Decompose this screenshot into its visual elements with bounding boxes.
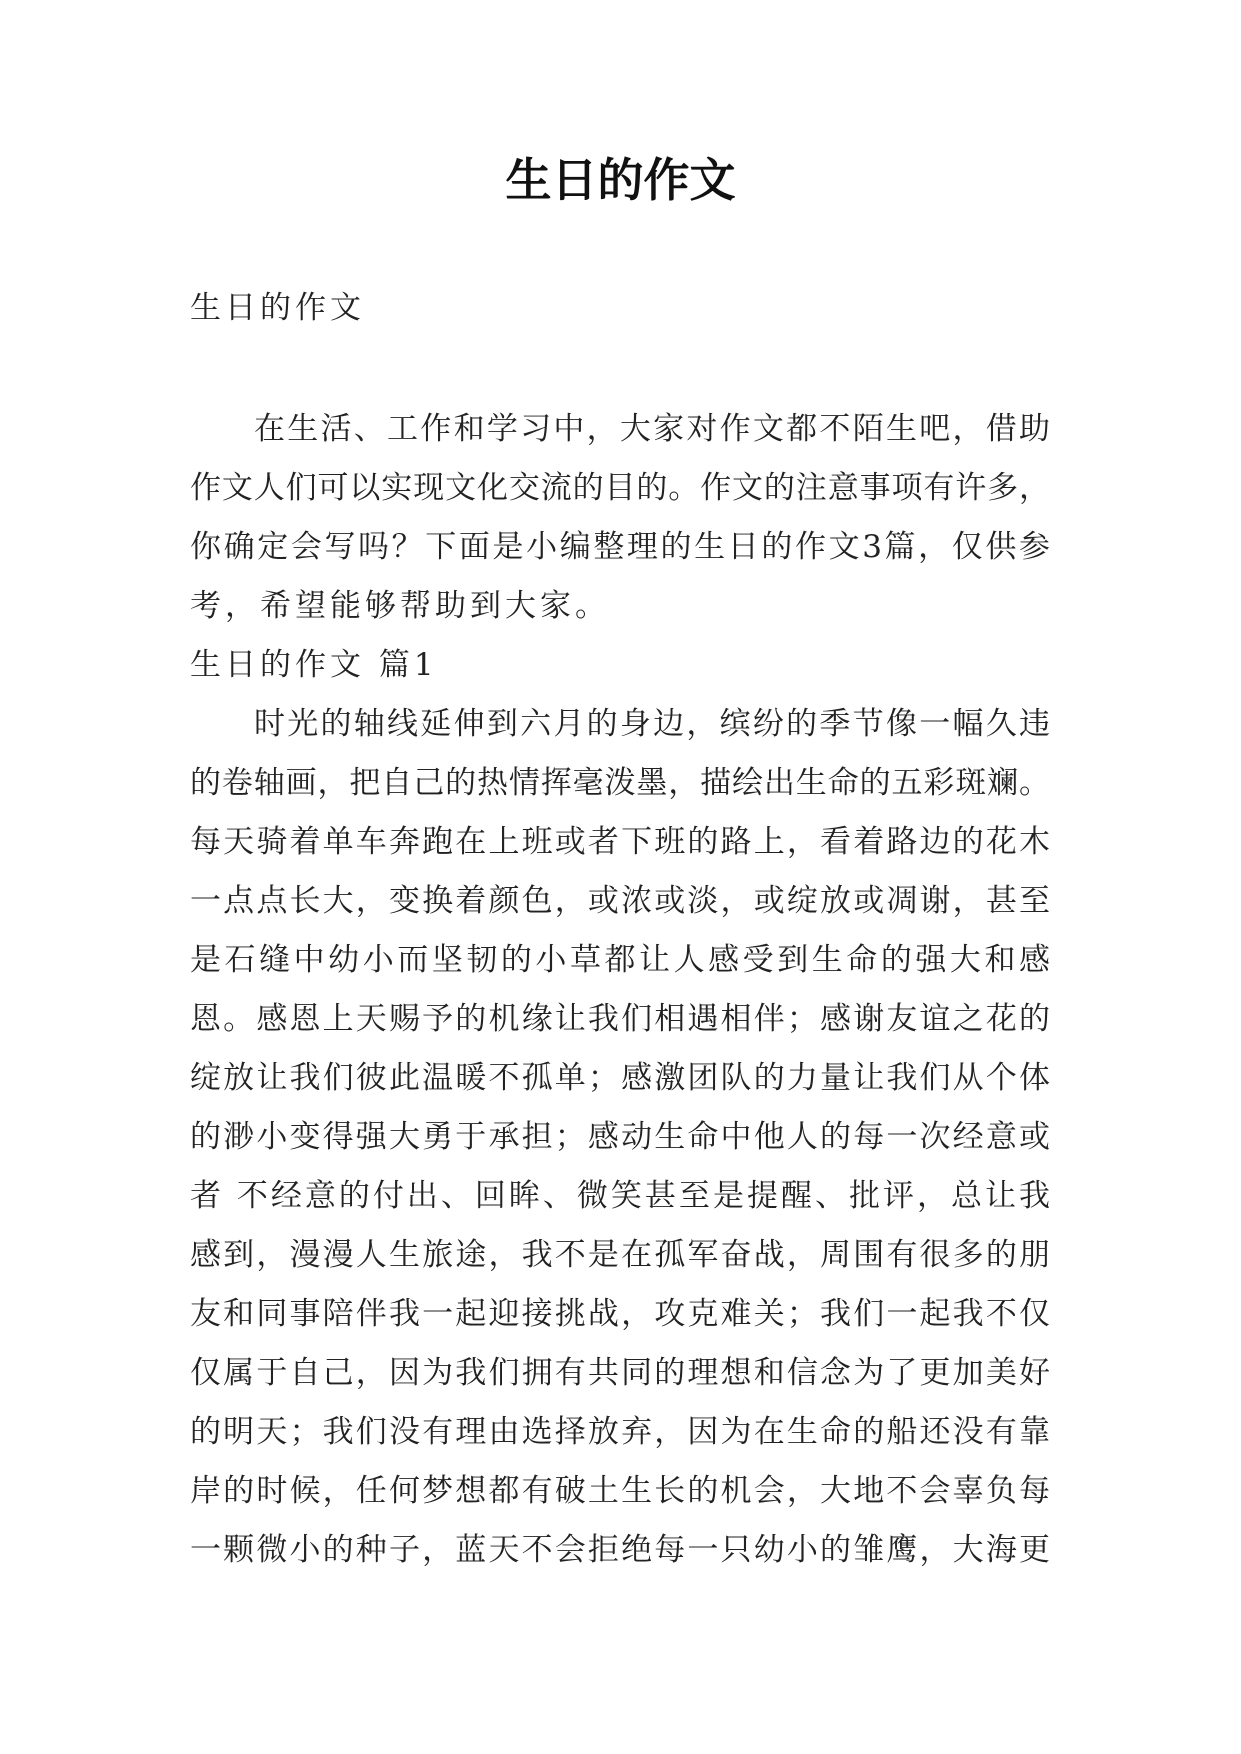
intro-line: 考，希望能够帮助到大家。 xyxy=(190,588,610,624)
body-line: 的卷轴画，把自己的热情挥毫泼墨，描绘出生命的五彩斑斓。 xyxy=(190,765,1050,801)
body-line: 绽放让我们彼此温暖不孤单；感激团队的力量让我们从个体 xyxy=(190,1060,1050,1096)
body-line: 岸的时候，任何梦想都有破土生长的机会，大地不会辜负每 xyxy=(190,1473,1050,1509)
section-heading: 生日的作文 篇1 xyxy=(190,647,438,683)
body-line: 感到，漫漫人生旅途，我不是在孤军奋战，周围有很多的朋 xyxy=(190,1237,1050,1273)
body-line: 是石缝中幼小而坚韧的小草都让人感受到生命的强大和感 xyxy=(190,942,1050,978)
body-line: 一点点长大，变换着颜色，或浓或淡，或绽放或凋谢，甚至 xyxy=(190,883,1050,919)
body-line: 仅属于自己，因为我们拥有共同的理想和信念为了更加美好 xyxy=(190,1355,1050,1391)
body-line: 一颗微小的种子，蓝天不会拒绝每一只幼小的雏鹰，大海更 xyxy=(190,1532,1050,1568)
document-title: 生日的作文 xyxy=(505,153,736,207)
intro-line: 作文人们可以实现文化交流的目的。作文的注意事项有许多， xyxy=(190,470,1050,506)
body-line: 友和同事陪伴我一起迎接挑战，攻克难关；我们一起我不仅 xyxy=(190,1296,1050,1332)
body-line: 者 不经意的付出、回眸、微笑甚至是提醒、批评，总让我 xyxy=(190,1178,1050,1214)
body-line: 时光的轴线延伸到六月的身边，缤纷的季节像一幅久违 xyxy=(254,706,1050,742)
body-line: 每天骑着单车奔跑在上班或者下班的路上，看着路边的花木 xyxy=(190,824,1050,860)
intro-line: 在生活、工作和学习中，大家对作文都不陌生吧，借助 xyxy=(254,411,1050,447)
body-line: 的渺小变得强大勇于承担；感动生命中他人的每一次经意或 xyxy=(190,1119,1050,1155)
document-subtitle: 生日的作文 xyxy=(190,290,365,326)
intro-line: 你确定会写吗？下面是小编整理的生日的作文3篇，仅供参 xyxy=(190,529,1050,565)
body-line: 的明天；我们没有理由选择放弃，因为在生命的船还没有靠 xyxy=(190,1414,1050,1450)
body-line: 恩。感恩上天赐予的机缘让我们相遇相伴；感谢友谊之花的 xyxy=(190,1001,1050,1037)
